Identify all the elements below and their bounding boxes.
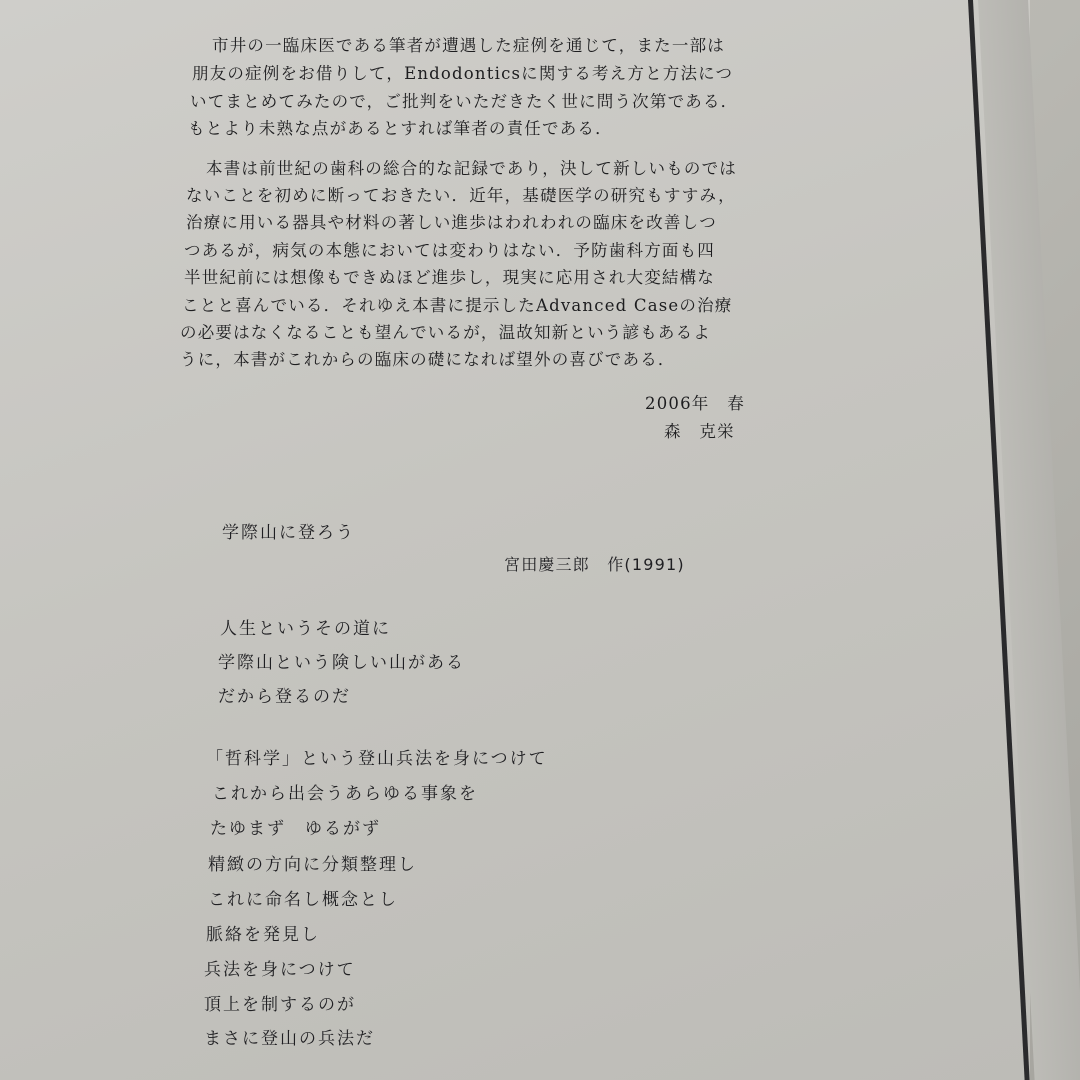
poem-title: 学際山に登ろう <box>222 523 355 543</box>
preface-line: 朋友の症例をお借りして，Endodonticsに関する考え方と方法につ <box>192 64 734 83</box>
preface-line: 市井の一臨床医である筆者が遭遇した症例を通じて，また一部は <box>212 36 725 55</box>
preface-line: 半世紀前には想像もできぬほど進歩し，現実に応用され大変結構な <box>184 268 715 287</box>
poem-line: 頂上を制するのが <box>204 995 356 1015</box>
preface-line: ことと喜んでいる．それゆえ本書に提示したAdvanced Caseの治療 <box>182 296 733 315</box>
poem-line: 脈絡を発見し <box>206 925 320 945</box>
preface-date: 2006年 春 <box>645 394 745 413</box>
poem-line: 人生というその道に <box>220 619 391 639</box>
poem-line: 精緻の方向に分類整理し <box>208 855 417 875</box>
poem-byline: 宮田慶三郎 作(1991) <box>504 555 685 574</box>
preface-line: うに，本書がこれからの臨床の礎になれば望外の喜びである． <box>180 350 676 369</box>
poem-line: 兵法を身につけて <box>204 960 356 980</box>
poem-line: たゆまず ゆるがず <box>210 819 381 839</box>
preface-line: 治療に用いる器具や材料の著しい進歩はわれわれの臨床を改善しつ <box>186 213 717 232</box>
poem-line: これに命名し概念とし <box>208 890 398 910</box>
poem-line: だから登るのだ <box>218 687 351 707</box>
preface-line: つあるが，病気の本態においては変わりはない．予防歯科方面も四 <box>184 241 715 260</box>
poem-line: 学際山という険しい山がある <box>218 653 465 673</box>
preface-line: もとより未熟な点があるとすれば筆者の責任である． <box>188 119 613 138</box>
preface-line: ないことを初めに断っておきたい．近年，基礎医学の研究もすすみ， <box>186 186 736 205</box>
preface-line: いてまとめてみたので，ご批判をいただきたく世に問う次第である． <box>190 92 739 111</box>
poem-line: まさに登山の兵法だ <box>204 1029 375 1049</box>
poem-line: これから出会うあらゆる事象を <box>212 784 478 804</box>
poem-line: 「哲科学」という登山兵法を身につけて <box>206 749 548 769</box>
preface-line: 本書は前世紀の歯科の総合的な記録であり，決して新しいものでは <box>206 159 737 178</box>
preface-line: の必要はなくなることも望んでいるが，温故知新という諺もあるよ <box>180 323 711 342</box>
preface-author: 森 克栄 <box>664 422 735 441</box>
